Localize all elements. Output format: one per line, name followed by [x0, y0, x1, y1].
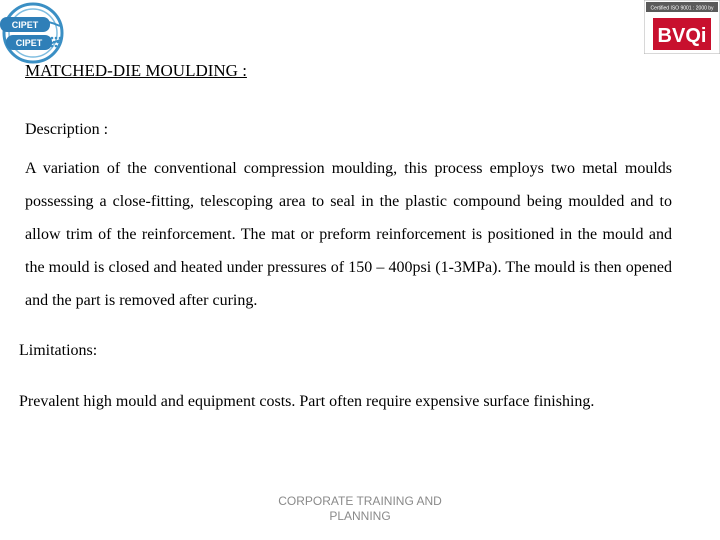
logo-bottom-text: CIPET [15, 38, 43, 48]
limitations-label: Limitations: [19, 342, 98, 359]
cipet-logo [0, 0, 72, 66]
brand-text: BVQi [657, 25, 707, 47]
description-label: Description : [25, 121, 109, 138]
footer-line-1: CORPORATE TRAINING AND [278, 494, 442, 508]
slide-heading: MATCHED-DIE MOULDING : [25, 61, 247, 80]
footer-line-2: PLANNING [329, 509, 391, 523]
cipet-globe-logo-icon [0, 0, 72, 66]
bvqi-logo [644, 0, 720, 54]
logo-top-text: CIPET [11, 20, 39, 30]
cert-text: Certified ISO 9001 : 2000 by [650, 5, 714, 12]
description-paragraph: A variation of the conventional compression moulding, this process employs two metal moulds possessing a close-fitting, telescoping area to seal in the plastic compound being moulded and to allow trim of the reinforcement. The mat or preform reinforcement is positioned in the mould and the mould is closed and heated under pressures of 150 – 400psi (1-3MPa). The mould is then opened and the part is removed after curing. [25, 160, 672, 309]
limitations-text: Prevalent high mould and equipment costs. Part often require expensive surface finishing. [19, 393, 595, 410]
footer [260, 494, 460, 524]
bvqi-certification-logo-icon [644, 0, 720, 54]
